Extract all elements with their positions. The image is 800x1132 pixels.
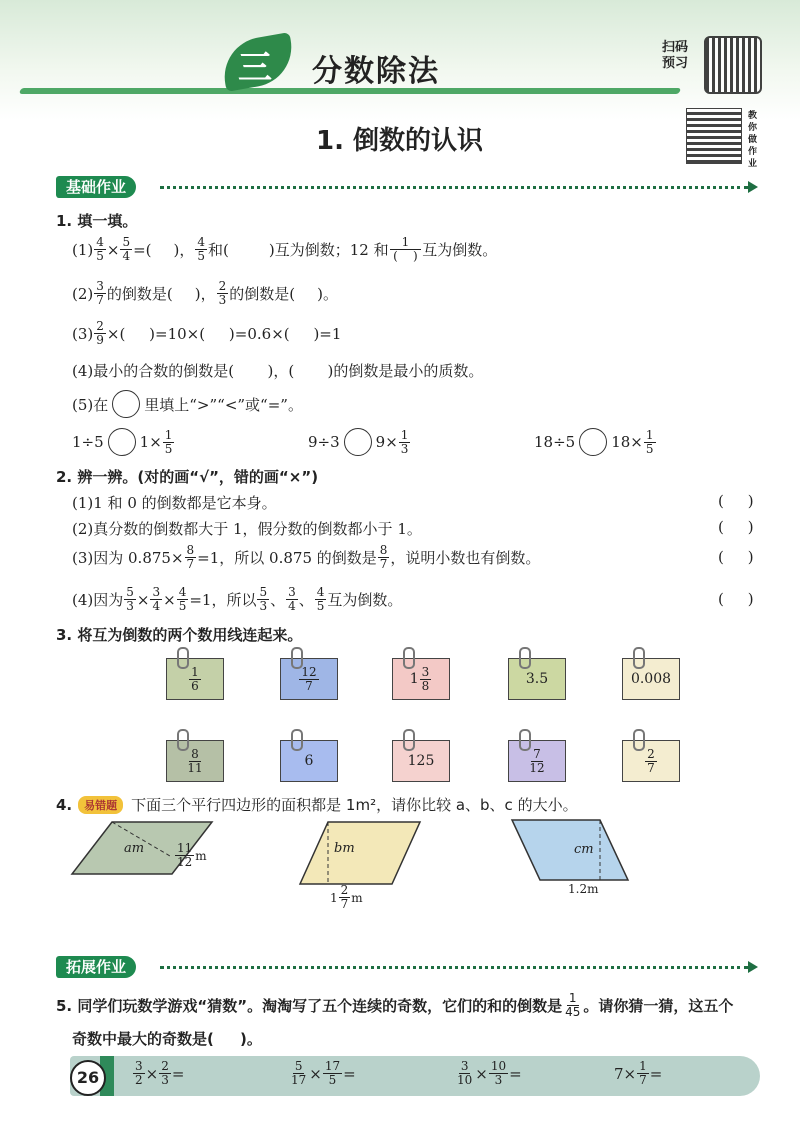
card-fraction: $\frac{1}{6}$	[191, 664, 199, 693]
card-whole: 1	[409, 671, 419, 687]
card-fraction: $\frac{3}{8}$	[421, 664, 430, 693]
fraction: $\frac{1}{5}$	[645, 427, 654, 456]
mixed-whole: 1	[330, 890, 338, 905]
q1-part1	[72, 236, 497, 263]
q1-title: 1. 填一填。	[56, 212, 138, 230]
q1-p2-d: )。	[317, 285, 338, 303]
q2-s4-f: 、	[298, 591, 314, 609]
compare-circle-icon	[112, 390, 140, 418]
unit: m	[351, 890, 363, 905]
qr-code-preview-icon[interactable]	[704, 36, 762, 94]
q1-p2-a: 的倒数是(	[106, 285, 173, 303]
paperclip-icon	[177, 647, 189, 669]
q2-s3-b: =1，所以 0.875 的倒数是	[197, 549, 377, 567]
q2-s4-e: 、	[270, 591, 286, 609]
fraction: $\frac{5}{3}$	[126, 585, 134, 613]
section-basic-divider	[160, 186, 748, 189]
q1-part4[interactable]: (4)最小的合数的倒数是( )，( )的倒数是最小的质数。	[72, 362, 484, 380]
card-value: 6	[304, 753, 314, 769]
fraction: $\frac{4}{5}$	[197, 235, 206, 263]
chapter-title: 分数除法	[312, 54, 440, 89]
q1-part3	[72, 320, 341, 347]
number-card[interactable]	[622, 658, 680, 700]
side-char: 你	[748, 123, 758, 133]
q2-statement-1: (1)1 和 0 的倒数都是它本身。	[72, 494, 277, 512]
q4-number: 4.	[56, 795, 73, 814]
paperclip-icon	[403, 729, 415, 751]
fraction: $\frac{1}{7}$	[639, 1059, 647, 1087]
card-fraction: $\frac{12}{7}$	[301, 664, 317, 693]
shape-a-base-label	[174, 842, 207, 869]
scan-label-line1: 扫码	[662, 40, 689, 55]
compare-circle-input[interactable]	[579, 428, 607, 456]
compare-circle-input[interactable]	[344, 428, 372, 456]
fraction-blank-denominator[interactable]: $\frac{1}{( )}$	[390, 236, 422, 263]
q5-line2[interactable]: 奇数中最大的奇数是( )。	[72, 1030, 262, 1048]
q2-s4-b: ×	[136, 590, 150, 609]
compare-left: 9÷3	[308, 433, 340, 451]
judge-blank[interactable]: ( )	[718, 590, 754, 608]
section-extended-banner: 拓展作业	[56, 956, 136, 978]
compare-right: 1×	[139, 433, 162, 451]
q1-part5	[72, 390, 303, 418]
fraction: $\frac{5}{4}$	[122, 235, 131, 263]
number-card[interactable]	[280, 658, 338, 700]
q1-p1-d: 和(	[208, 241, 229, 259]
chapter-number: 三	[238, 48, 272, 88]
number-card[interactable]	[508, 658, 566, 700]
card-value: 0.008	[630, 671, 672, 687]
compare-circle-input[interactable]	[108, 428, 136, 456]
fraction: $\frac{3}{4}$	[288, 585, 296, 613]
q1-p2-prefix: (2)	[72, 284, 94, 303]
scan-label-line2: 预习	[662, 56, 689, 71]
card-fraction: $\frac{2}{7}$	[647, 746, 655, 775]
compare-item-3	[534, 428, 657, 456]
q1-p1-f: 互为倒数。	[422, 241, 498, 259]
q1-p1-a: ×	[106, 240, 120, 259]
footer-exercise-2[interactable]	[288, 1060, 356, 1087]
q1-p1-e: )互为倒数；12 和	[268, 241, 389, 259]
q3-title: 3. 将互为倒数的两个数用线连起来。	[56, 626, 303, 644]
fraction: $\frac{11}{12}$	[177, 841, 193, 869]
fraction: $\frac{1}{3}$	[400, 427, 409, 456]
side-char: 作	[748, 147, 758, 157]
op: ×	[145, 1064, 159, 1083]
q2-statement-2: (2)真分数的倒数都大于 1，假分数的倒数都小于 1。	[72, 520, 422, 538]
footer-exercise-3[interactable]	[454, 1060, 522, 1087]
card-fraction: $\frac{7}{12}$	[529, 746, 545, 775]
qr-code-homework-icon[interactable]	[686, 108, 742, 164]
paperclip-icon	[633, 647, 645, 669]
fraction: $\frac{17}{5}$	[324, 1059, 341, 1087]
q1-p5-a: (5)在	[72, 395, 109, 414]
q1-p3-prefix: (3)	[72, 324, 94, 343]
arrow-right-icon	[748, 961, 758, 973]
lesson-title: 1. 倒数的认识	[316, 126, 484, 156]
page-number: 26	[70, 1060, 106, 1096]
card-value: 125	[407, 753, 435, 769]
arrow-right-icon	[748, 181, 758, 193]
number-card[interactable]	[280, 740, 338, 782]
q1-p2-c: 的倒数是(	[229, 285, 296, 303]
paperclip-icon	[633, 729, 645, 751]
q1-p5-b: 里填上“>”“<”或“=”。	[144, 395, 303, 414]
q1-p2-b: )，	[194, 285, 216, 303]
judge-blank[interactable]: ( )	[718, 518, 754, 536]
scan-label	[662, 40, 688, 72]
card-value: 3.5	[525, 671, 549, 687]
fraction: $\frac{1}{45}$	[565, 991, 581, 1019]
judge-blank[interactable]: ( )	[718, 548, 754, 566]
op: =	[171, 1064, 185, 1083]
paperclip-icon	[519, 729, 531, 751]
card-fraction: $\frac{8}{11}$	[187, 746, 203, 775]
compare-right: 18×	[611, 433, 643, 451]
fraction: $\frac{8}{7}$	[186, 543, 195, 571]
q2-s4-d: =1，所以	[189, 591, 257, 609]
fraction: $\frac{4}{5}$	[96, 235, 104, 263]
q2-statement-4	[72, 586, 402, 613]
shape-c-base-label: 1.2m	[568, 882, 599, 896]
q1-p3-text[interactable]: ×( )=10×( )=0.6×( )=1	[106, 324, 342, 343]
fraction: $\frac{3}{4}$	[152, 585, 161, 613]
shape-a-height-label: am	[124, 841, 145, 856]
op: =	[509, 1064, 522, 1083]
fraction: $\frac{8}{7}$	[379, 543, 388, 571]
op: 7×	[614, 1064, 637, 1083]
footer-exercise-4[interactable]	[614, 1060, 662, 1087]
fraction: $\frac{10}{3}$	[490, 1059, 507, 1087]
compare-item-1	[72, 428, 175, 456]
fraction: $\frac{2}{7}$	[340, 883, 349, 911]
paperclip-icon	[403, 647, 415, 669]
fraction: $\frac{2}{9}$	[96, 319, 104, 347]
fraction: $\frac{2}{3}$	[161, 1059, 169, 1087]
fraction: $\frac{3}{10}$	[457, 1059, 473, 1087]
q2-s3-c: ，说明小数也有倒数。	[390, 549, 541, 567]
paperclip-icon	[177, 729, 189, 751]
number-card[interactable]	[392, 658, 450, 700]
side-char: 业	[748, 159, 758, 169]
fraction: $\frac{2}{3}$	[218, 279, 227, 307]
op: =	[649, 1064, 663, 1083]
paperclip-icon	[291, 647, 303, 669]
fraction: $\frac{3}{7}$	[96, 279, 104, 307]
q2-s4-c: ×	[163, 590, 176, 609]
fraction: $\frac{5}{3}$	[259, 585, 268, 613]
fraction: $\frac{3}{2}$	[135, 1059, 143, 1087]
side-char: 教	[748, 111, 758, 121]
q1-p1-c: )，	[173, 241, 195, 259]
parallelogram-figures	[0, 812, 800, 912]
q2-s3-a: (3)因为 0.875×	[72, 549, 184, 567]
section-basic-banner: 基础作业	[56, 176, 136, 198]
q2-title: 2. 辨一辨。(对的画“√”，错的画“×”)	[56, 468, 319, 486]
q1-part2	[72, 280, 338, 307]
q2-s4-a: (4)因为	[72, 591, 124, 609]
q5-text-b: 。请你猜一猜，这五个	[583, 997, 734, 1015]
shape-b-base-label	[330, 884, 363, 911]
compare-right: 9×	[375, 433, 398, 451]
q1-p1-b: =(	[133, 240, 152, 259]
q5-line1	[56, 992, 733, 1019]
number-card[interactable]	[166, 658, 224, 700]
q2-s4-g: 互为倒数。	[327, 591, 403, 609]
q4-text: 下面三个平行四边形的面积都是 1m²，请你比较 a、b、c 的大小。	[131, 796, 578, 814]
fraction: $\frac{4}{5}$	[178, 585, 187, 613]
number-card[interactable]	[392, 740, 450, 782]
fraction: $\frac{1}{5}$	[164, 427, 173, 456]
side-label	[748, 110, 757, 170]
error-prone-badge: 易错题	[78, 796, 123, 814]
shape-b-height-label: bm	[334, 841, 355, 856]
op: =	[343, 1064, 356, 1083]
parallelogram-b	[300, 822, 420, 884]
footer-exercise-1[interactable]	[132, 1060, 184, 1087]
compare-left: 18÷5	[534, 433, 576, 451]
q1-p1-prefix: (1)	[72, 240, 94, 259]
shape-c-height-label: cm	[574, 842, 594, 857]
side-char: 做	[748, 135, 758, 145]
parallelogram-c	[512, 820, 628, 880]
q5-text-a: 5. 同学们玩数学游戏“猜数”。淘淘写了五个连续的奇数，它们的和的倒数是	[56, 997, 563, 1015]
number-card[interactable]	[508, 740, 566, 782]
op: ×	[309, 1064, 322, 1083]
op: ×	[475, 1064, 488, 1083]
compare-item-2	[308, 428, 411, 456]
unit: m	[195, 848, 207, 863]
section-extended-divider	[160, 966, 748, 969]
compare-left: 1÷5	[72, 433, 104, 451]
judge-blank[interactable]: ( )	[718, 492, 754, 510]
number-card[interactable]	[166, 740, 224, 782]
paperclip-icon	[291, 729, 303, 751]
fraction: $\frac{5}{17}$	[291, 1059, 307, 1087]
paperclip-icon	[519, 647, 531, 669]
number-card[interactable]	[622, 740, 680, 782]
fraction: $\frac{4}{5}$	[316, 585, 325, 613]
q2-statement-3	[72, 544, 540, 571]
